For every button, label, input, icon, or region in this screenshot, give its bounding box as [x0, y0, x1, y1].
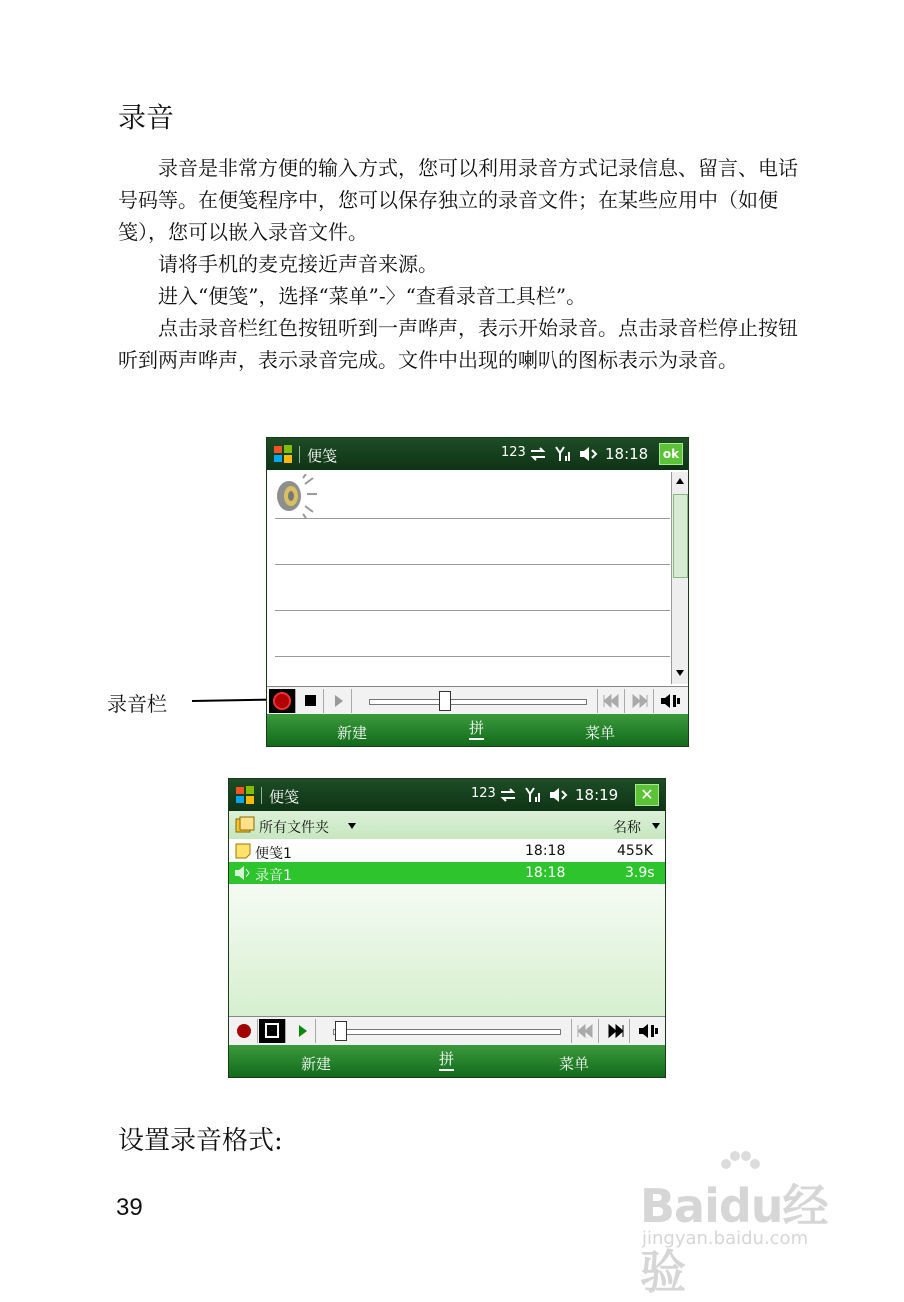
- list-item[interactable]: [229, 840, 665, 862]
- previous-button[interactable]: [597, 689, 625, 713]
- recording-toolbar: [229, 1016, 665, 1045]
- folder-icon: [235, 816, 255, 834]
- scroll-thumb[interactable]: [673, 494, 688, 578]
- list-item-selected[interactable]: [229, 862, 665, 884]
- note-line: [275, 518, 670, 519]
- stop-button[interactable]: [259, 1019, 286, 1043]
- input-method-button[interactable]: 拼: [439, 1048, 454, 1071]
- previous-button[interactable]: [571, 1019, 599, 1043]
- volume-icon[interactable]: [579, 446, 599, 462]
- play-icon: [289, 1019, 315, 1043]
- folder-selector[interactable]: 所有文件夹: [259, 820, 329, 836]
- play-icon: [325, 689, 351, 713]
- record-icon: [231, 1019, 257, 1043]
- stop-icon: [297, 689, 323, 713]
- paragraph-intro: 录音是非常方便的输入方式，您可以利用录音方式记录信息、留言、电话号码等。在便笺程序中，您可以保存独立的录音文件；在某些应用中（如便笺），您可以嵌入录音文件。: [118, 156, 798, 244]
- sort-selector[interactable]: 名称: [613, 820, 641, 836]
- paragraph-menu: 进入“便笺”，选择“菜单”-〉“查看录音工具栏”。: [158, 284, 587, 308]
- windows-start-icon[interactable]: [273, 444, 293, 464]
- recording-toolbar: [267, 686, 688, 715]
- new-softkey[interactable]: 新建: [337, 724, 368, 742]
- watermark-url: jingyan.baidu.com: [642, 1228, 809, 1249]
- scroll-up-icon[interactable]: [675, 476, 685, 486]
- file-time: 18:18: [525, 865, 566, 881]
- page-number: 39: [116, 1194, 143, 1221]
- signal-icon[interactable]: [525, 787, 543, 803]
- app-title: 便笺: [307, 447, 338, 465]
- next-button[interactable]: [627, 689, 654, 713]
- vertical-scrollbar[interactable]: [671, 472, 688, 684]
- watermark-brand: Baidu经验: [640, 1179, 828, 1299]
- skip-forward-icon: [627, 689, 653, 713]
- next-button[interactable]: [603, 1019, 630, 1043]
- title-bar: [229, 779, 665, 811]
- file-time: 18:18: [525, 843, 566, 859]
- soft-key-bar: [229, 1045, 665, 1077]
- ok-button[interactable]: ok: [659, 443, 683, 465]
- playback-slider[interactable]: [333, 1029, 561, 1035]
- note-line: [275, 656, 670, 657]
- baidu-watermark: [640, 1150, 870, 1299]
- app-title: 便笺: [269, 788, 300, 806]
- skip-back-icon: [572, 1019, 598, 1043]
- soft-key-bar: [267, 714, 688, 746]
- paragraph-mic: 请将手机的麦克接近声音来源。: [158, 252, 438, 276]
- skip-back-icon: [598, 689, 624, 713]
- record-icon: [269, 689, 295, 713]
- paragraph-record: 点击录音栏红色按钮听到一声哗声，表示开始录音。点击录音栏停止按钮听到两声哗声，表示录音完成。文件中出现的喇叭的图标表示为录音。: [118, 316, 798, 372]
- speaker-icon: [635, 1019, 661, 1043]
- clock: 18:18: [605, 445, 649, 463]
- file-name: 便笺1: [255, 846, 292, 862]
- note-line: [275, 564, 670, 565]
- new-softkey[interactable]: 新建: [301, 1055, 332, 1073]
- connectivity-icon[interactable]: [499, 788, 517, 802]
- callout-label: 录音栏: [107, 692, 167, 716]
- title-separator: [261, 787, 262, 804]
- speaker-icon: [657, 689, 683, 713]
- volume-button[interactable]: [635, 1019, 661, 1043]
- volume-button[interactable]: [657, 689, 683, 713]
- stop-button[interactable]: [297, 689, 324, 713]
- input-method-button[interactable]: 拼: [469, 717, 484, 740]
- file-size: 455K: [617, 843, 653, 859]
- input-status: 123: [471, 786, 496, 801]
- connectivity-icon[interactable]: [529, 447, 547, 461]
- callout-line: [192, 699, 272, 702]
- chevron-down-icon[interactable]: [651, 822, 661, 830]
- file-name: 录音1: [255, 868, 292, 884]
- signal-icon[interactable]: [555, 446, 573, 462]
- file-list: [229, 839, 665, 1017]
- record-button[interactable]: [231, 1019, 258, 1043]
- page-heading: 录音: [118, 101, 175, 134]
- clock: 18:19: [575, 786, 619, 804]
- section-subheading: 设置录音格式:: [118, 1126, 283, 1156]
- slider-thumb[interactable]: [335, 1021, 347, 1041]
- menu-softkey[interactable]: 菜单: [585, 724, 616, 742]
- notes-editor-screen: [266, 437, 689, 747]
- volume-icon[interactable]: [549, 787, 569, 803]
- menu-softkey[interactable]: 菜单: [559, 1055, 590, 1073]
- input-status: 123: [501, 445, 526, 460]
- note-line: [275, 610, 670, 611]
- note-file-icon: [235, 843, 251, 859]
- notes-list-screen: [228, 778, 666, 1078]
- close-button[interactable]: ✕: [635, 784, 659, 806]
- title-bar: [267, 438, 688, 470]
- record-button[interactable]: [269, 689, 296, 713]
- play-button[interactable]: [289, 1019, 316, 1043]
- scroll-down-icon[interactable]: [675, 668, 685, 678]
- windows-start-icon[interactable]: [235, 785, 255, 805]
- title-separator: [299, 446, 300, 463]
- list-header: [229, 811, 665, 840]
- slider-thumb[interactable]: [439, 691, 451, 711]
- file-size: 3.9s: [625, 865, 655, 881]
- playback-slider[interactable]: [369, 699, 587, 705]
- audio-file-icon: [233, 865, 251, 881]
- stop-icon: [259, 1019, 285, 1043]
- speaker-recording-icon[interactable]: [273, 474, 321, 518]
- play-button[interactable]: [325, 689, 352, 713]
- chevron-down-icon[interactable]: [347, 822, 357, 830]
- skip-forward-icon: [603, 1019, 629, 1043]
